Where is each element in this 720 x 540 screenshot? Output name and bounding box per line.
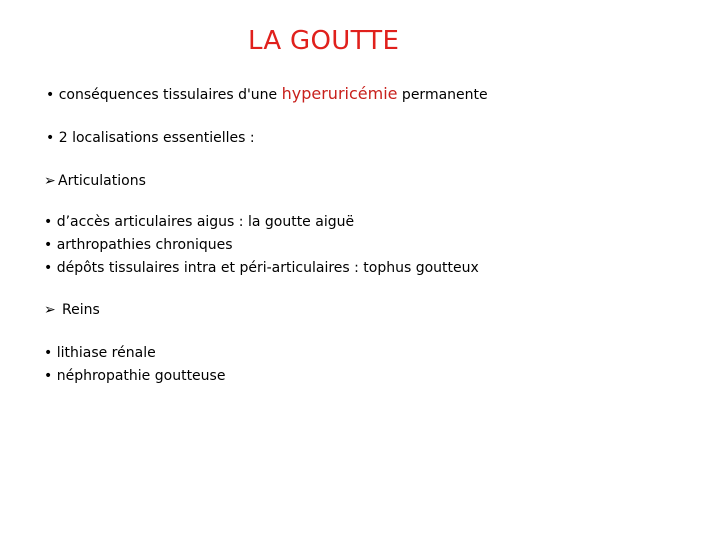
section-heading-reins — [44, 301, 100, 319]
hyperuricemie-term: hyperuricémie — [281, 84, 398, 103]
page-title: LA GOUTTE — [248, 26, 400, 56]
intro-suffix: permanente — [397, 87, 488, 103]
arrow-bullet-icon: ➢ — [44, 302, 56, 318]
section-heading-text: Articulations — [58, 173, 146, 189]
section-heading-articulations — [44, 172, 146, 190]
arrow-bullet-icon: ➢ — [44, 173, 56, 189]
list-item: • néphropathie goutteuse — [44, 368, 226, 384]
list-item: • dépôts tissulaires intra et péri-articulaires : tophus goutteux — [44, 260, 479, 276]
list-item: • d’accès articulaires aigus : la goutte aiguë — [44, 214, 355, 230]
list-item: • lithiase rénale — [44, 345, 156, 361]
intro-prefix: conséquences tissulaires d'une — [54, 87, 282, 103]
intro-bullet: • — [46, 87, 55, 103]
localisations-line — [46, 129, 255, 147]
localisations-text: 2 localisations essentielles : — [54, 130, 255, 146]
intro-line — [46, 85, 488, 104]
section-heading-text: Reins — [62, 302, 100, 318]
localisations-bullet: • — [46, 130, 55, 146]
list-item: • arthropathies chroniques — [44, 237, 233, 253]
